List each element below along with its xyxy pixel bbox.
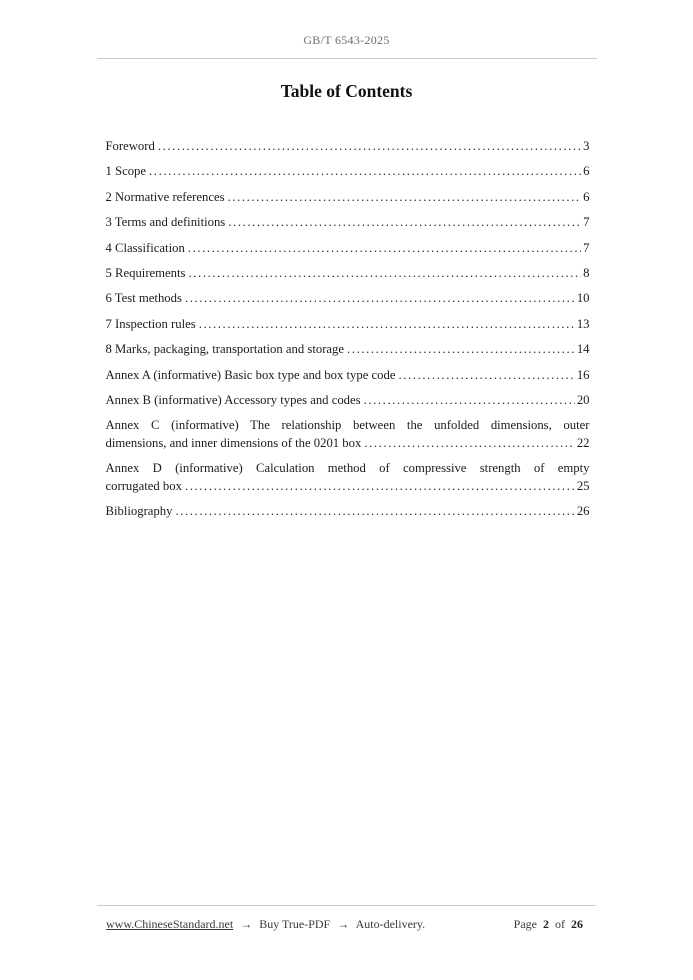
toc-entry-row bbox=[106, 163, 590, 181]
toc-entry bbox=[106, 138, 590, 156]
toc-entry-text: Foreword bbox=[105, 139, 155, 153]
toc-entry-text: 2 Normative references bbox=[105, 189, 225, 204]
toc-page-number: 22 bbox=[576, 435, 590, 450]
toc-entry-row bbox=[106, 316, 590, 334]
footer-left bbox=[106, 917, 429, 932]
toc-leader-dots bbox=[228, 214, 581, 232]
toc-entry-text: corrugated box bbox=[105, 478, 182, 493]
page-of-label: of bbox=[555, 917, 565, 931]
toc-entry-row bbox=[106, 240, 590, 258]
toc-page-number: 13 bbox=[576, 316, 590, 331]
toc-entry-row bbox=[106, 214, 590, 232]
toc-page-number: 8 bbox=[583, 265, 590, 280]
site-link[interactable]: www.ChineseStandard.net bbox=[106, 917, 234, 931]
buy-pdf-label: Buy True-PDF bbox=[259, 917, 331, 931]
toc-leader-dots bbox=[364, 392, 575, 410]
toc-entry-text: 1 Scope bbox=[105, 164, 147, 179]
toc-entry-row bbox=[106, 189, 590, 207]
auto-delivery-label: Auto-delivery. bbox=[355, 917, 426, 931]
footer-row bbox=[97, 906, 596, 932]
toc-entry bbox=[106, 290, 590, 308]
arrow-right-icon: → bbox=[337, 917, 350, 931]
page-indicator bbox=[511, 917, 583, 932]
toc-entry bbox=[106, 503, 590, 521]
footer bbox=[97, 905, 596, 932]
toc-entry bbox=[106, 460, 590, 495]
toc-entry-text: Bibliography bbox=[105, 504, 173, 519]
toc-page-number: 6 bbox=[583, 189, 590, 204]
toc-entry-row bbox=[106, 290, 590, 308]
toc-entry-text: 8 Marks, packaging, transportation and storage bbox=[105, 342, 345, 357]
arrow-right-icon: → bbox=[240, 917, 253, 931]
toc-page-number: 26 bbox=[576, 504, 590, 519]
toc-entry-text: Annex D (informative) Calculation method of compressive strength of empty bbox=[105, 461, 590, 476]
toc-entry-row bbox=[106, 265, 590, 283]
toc-entry-row bbox=[106, 138, 590, 156]
page-current: 2 bbox=[543, 917, 549, 931]
toc-page-number: 7 bbox=[583, 215, 590, 230]
toc-entry-text: Annex A (informative) Basic box type and box type code bbox=[105, 367, 396, 382]
toc-entry-text: 4 Classification bbox=[105, 240, 185, 255]
toc-entry bbox=[106, 240, 590, 258]
document-number-header: GB/T 6543-2025 bbox=[97, 0, 597, 59]
toc-page-number: 16 bbox=[576, 367, 590, 382]
toc-page-number: 10 bbox=[576, 291, 590, 306]
toc-entry-text: 3 Terms and definitions bbox=[105, 215, 226, 230]
toc-entry-text: Annex C (informative) The relationship between the unfolded dimensions, outer bbox=[105, 418, 590, 433]
toc-list bbox=[97, 138, 597, 521]
toc-leader-dots bbox=[175, 503, 574, 521]
toc-leader-dots bbox=[189, 265, 582, 283]
toc-entry-text: Annex B (informative) Accessory types and codes bbox=[105, 392, 361, 407]
page-label: Page bbox=[513, 917, 537, 931]
toc-page-number: 7 bbox=[583, 240, 590, 255]
toc-leader-dots bbox=[158, 138, 581, 156]
toc-leader-dots bbox=[398, 367, 574, 385]
toc-entry bbox=[106, 163, 590, 181]
toc-page-number: 6 bbox=[583, 164, 590, 179]
toc-entry bbox=[106, 392, 590, 410]
toc-entry bbox=[106, 214, 590, 232]
toc-entry-text: 7 Inspection rules bbox=[105, 316, 196, 331]
toc-entry-row bbox=[106, 367, 590, 385]
toc-page-number: 20 bbox=[576, 392, 590, 407]
toc-leader-dots bbox=[199, 316, 575, 334]
toc-leader-dots bbox=[364, 435, 574, 453]
toc-entry-text: dimensions, and inner dimensions of the 0201 box bbox=[105, 435, 362, 450]
toc-entry-text: 5 Requirements bbox=[105, 265, 186, 280]
toc-leader-dots bbox=[149, 163, 581, 181]
toc-entry bbox=[106, 417, 590, 452]
page-total: 26 bbox=[571, 917, 583, 931]
toc-entry bbox=[106, 189, 590, 207]
toc-entry-text: 6 Test methods bbox=[105, 291, 182, 306]
toc-entry bbox=[106, 341, 590, 359]
toc-leader-dots bbox=[185, 478, 575, 496]
toc-page-number: 3 bbox=[583, 139, 590, 153]
toc-entry-row bbox=[106, 478, 590, 496]
page-content bbox=[97, 0, 597, 521]
toc-page-number: 25 bbox=[576, 478, 590, 493]
toc-leader-dots bbox=[228, 189, 582, 207]
toc-leader-dots bbox=[185, 290, 575, 308]
toc-entry-row bbox=[106, 341, 590, 359]
toc-leader-dots bbox=[347, 341, 575, 359]
toc-entry-row bbox=[106, 392, 590, 410]
toc-entry bbox=[106, 316, 590, 334]
page-title: Table of Contents bbox=[280, 81, 413, 101]
toc-leader-dots bbox=[188, 240, 581, 258]
toc-entry bbox=[106, 367, 590, 385]
toc-page-number: 14 bbox=[576, 342, 590, 357]
toc-entry-row bbox=[106, 503, 590, 521]
toc-entry-row bbox=[106, 435, 590, 453]
toc-entry bbox=[106, 265, 590, 283]
